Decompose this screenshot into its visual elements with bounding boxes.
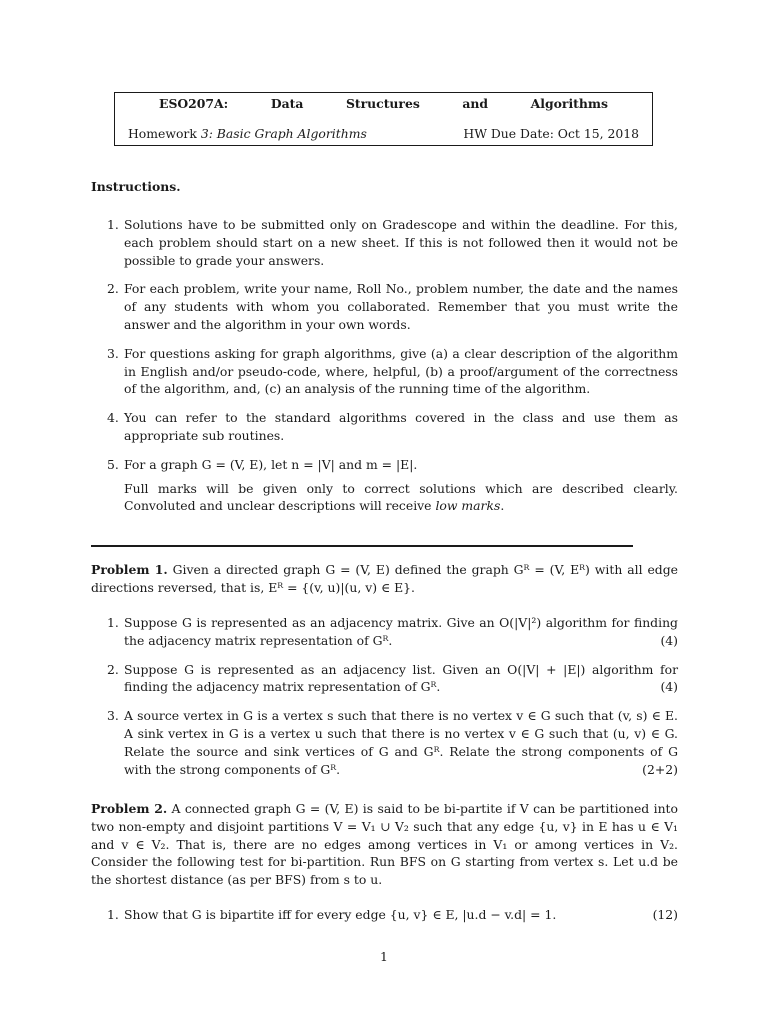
problem-2-parts — [91, 906, 678, 935]
list-item — [91, 280, 678, 333]
grading-note-end: . — [500, 498, 505, 514]
item-number: 1. — [107, 907, 119, 922]
instructions-title: Instructions. — [91, 179, 181, 194]
list-item — [91, 409, 678, 445]
item-text — [124, 906, 678, 924]
problem-1-statement — [91, 561, 678, 597]
item-text: For a graph G = (V, E), let n = |V| and m = |E|. — [124, 456, 418, 472]
item-number: 3. — [107, 708, 119, 724]
homework-label: Homework — [128, 126, 197, 141]
points-label: (12) — [652, 907, 678, 922]
grading-note-emphasis: low marks — [435, 498, 501, 514]
points-label: (2+2) — [642, 761, 678, 777]
grading-note — [124, 480, 678, 516]
instructions-list — [91, 216, 678, 526]
list-item — [91, 614, 678, 650]
homework-row — [128, 125, 639, 143]
item-text: You can refer to the standard algorithms covered in the class and use them as appropriate sub routines. — [124, 410, 678, 443]
problem-2-statement — [91, 800, 678, 889]
list-item — [91, 707, 678, 778]
item-number: 4. — [107, 410, 119, 426]
course-word-structures: Structures — [345, 96, 420, 111]
course-title-row — [159, 95, 608, 113]
course-word-data: Data — [270, 96, 304, 111]
item-text — [124, 707, 678, 778]
item-text: Solutions have to be submitted only on Gradescope and within the deadline. For this, each problem should start on a new sheet. If this is not followed then it would not be possible to grade your answers. — [124, 217, 678, 268]
problem-1-parts — [91, 614, 678, 789]
item-text: For questions asking for graph algorithms, give (a) a clear description of the algorithm in English and/or pseudo-code, where, helpful, (b) a proof/argument of the correctness of the algorithm, and, (c) an analysis of the running time of the algorithm. — [124, 345, 678, 397]
problem-1-title: Problem 1. — [91, 562, 168, 577]
item-number: 5. — [107, 456, 119, 472]
problem-2-text: A connected graph G = (V, E) is said to be bi-partite if V can be partitioned into two non-empty and disjoint partitions V = V₁ ∪ V₂ such that any edge {u, v} in E has u ∈ V₁ and v ∈ V₂. That is, there are no edges among vertices in V₁ or among vertices in V₂. Consider the following test for bi-partition. Run BFS on G starting from vertex s. Let u.d be the shortest distance (as per BFS) from s to u. — [91, 801, 678, 888]
part-text: Suppose G is represented as an adjacency matrix. Give an O(|V|²) algorithm for finding the adjacency matrix representation of Gᴿ. — [124, 615, 678, 648]
list-item — [91, 345, 678, 398]
item-number: 2. — [107, 281, 119, 297]
item-number: 3. — [107, 345, 119, 361]
list-item — [91, 456, 678, 515]
course-word-algorithms: Algorithms — [530, 96, 608, 111]
course-code: ESO207A: — [159, 96, 229, 111]
homework-subtitle: 3: Basic Graph Algorithms — [200, 126, 367, 141]
item-text — [124, 661, 678, 697]
item-text: For each problem, write your name, Roll No., problem number, the date and the names of any students with whom you collaborated. Remember that you must write the answer and the algorithm in your own words. — [124, 281, 678, 332]
due-date: HW Due Date: Oct 15, 2018 — [463, 126, 639, 141]
part-text: Suppose G is represented as an adjacency list. Given an O(|V| + |E|) algorithm for finding the adjacency matrix representation of Gᴿ. — [124, 661, 678, 695]
list-item — [91, 906, 678, 924]
course-word-and: and — [462, 96, 489, 111]
item-number: 1. — [107, 217, 119, 232]
part-text: Show that G is bipartite iff for every edge {u, v} ∈ E, |u.d − v.d| = 1. — [124, 907, 557, 922]
header-box — [114, 92, 653, 146]
part-text: A source vertex in G is a vertex s such that there is no vertex v ∈ G such that (v, s) ∈ E. A sink vertex in G is a vertex u such that there is no vertex v ∈ G such that (u, v) ∈ G. Relate the source and sink vertices of G and Gᴿ. Relate the strong components of G with the strong components of Gᴿ. — [124, 708, 678, 777]
item-number: 2. — [107, 661, 119, 677]
homework-title — [128, 125, 367, 143]
grading-note-text: Full marks will be given only to correct solutions which are described clearly. Convoluted and unclear descriptions will receive — [124, 480, 678, 514]
list-item — [91, 661, 678, 697]
problem-1-text: Given a directed graph G = (V, E) defined the graph Gᴿ = (V, Eᴿ) with all edge directions reversed, that is, Eᴿ = {(v, u)|(u, v) ∈ E}. — [91, 562, 678, 595]
points-label: (4) — [660, 632, 678, 648]
item-number: 1. — [107, 615, 119, 630]
section-divider — [91, 545, 633, 547]
page-number: 1 — [380, 949, 388, 964]
points-label: (4) — [660, 679, 678, 695]
problem-2-title: Problem 2. — [91, 801, 168, 816]
item-text — [124, 614, 678, 650]
list-item — [91, 216, 678, 269]
